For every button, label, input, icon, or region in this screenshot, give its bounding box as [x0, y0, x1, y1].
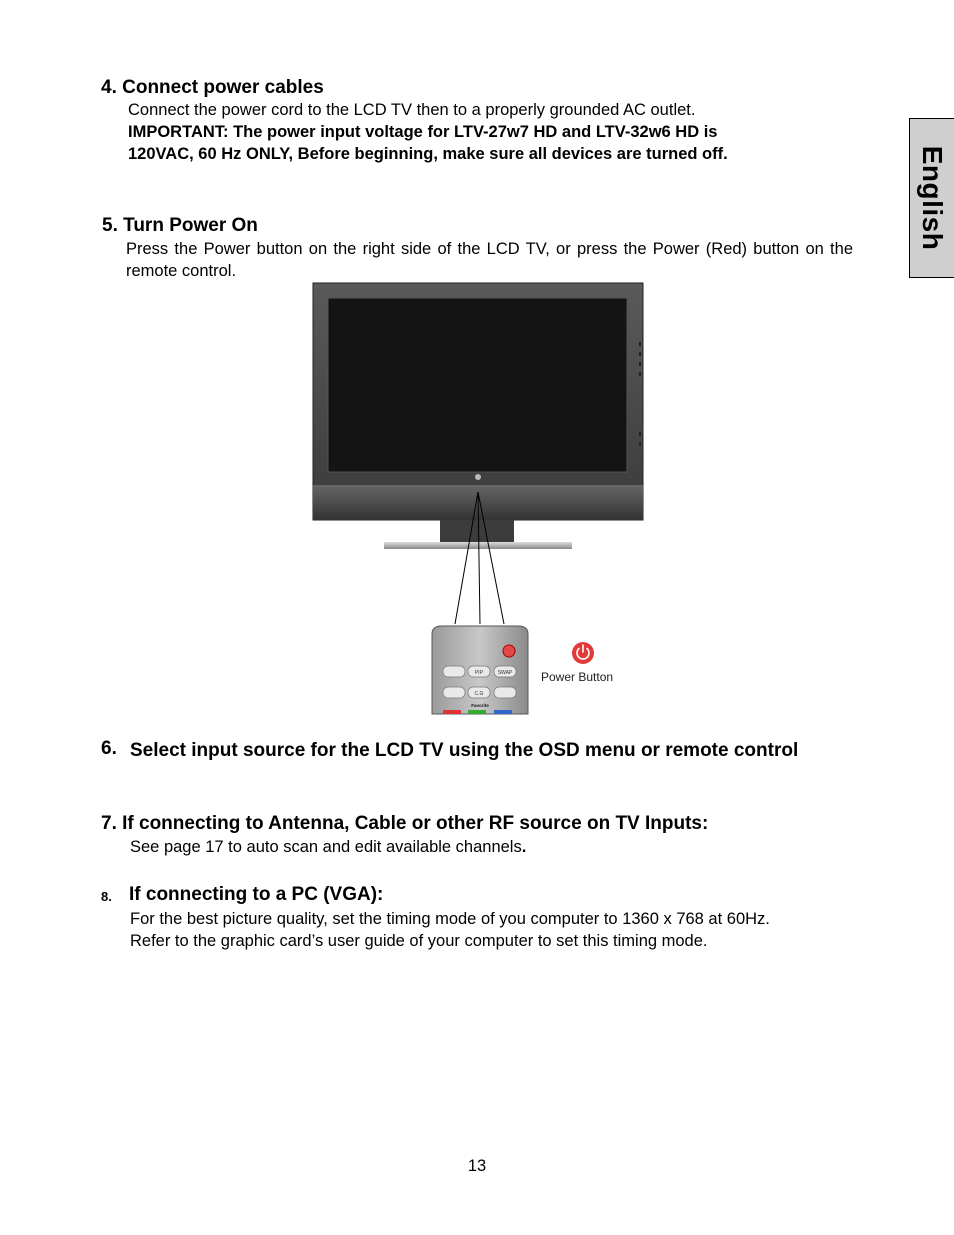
section-4-body — [128, 99, 828, 165]
remote-label-pip: PIP — [474, 670, 484, 676]
remote-power-button — [503, 645, 515, 657]
tv-power-led — [475, 474, 481, 480]
tv-and-remote-figure — [300, 282, 660, 716]
section-8-line-1: For the best picture quality, set the timing mode of you computer to 1360 x 768 at 60Hz. — [130, 910, 770, 928]
remote-label-cg: C.G — [474, 691, 484, 697]
page-number: 13 — [467, 1157, 487, 1175]
section-4-important-line-1: IMPORTANT: The power input voltage for LTV-27w7 HD and LTV-32w6 HD is — [128, 123, 718, 141]
section-4-text: Connect the power cord to the LCD TV then to a properly grounded AC outlet. — [128, 101, 696, 119]
language-tab — [909, 118, 954, 278]
language-tab-label: English — [917, 145, 948, 251]
power-button-callout — [541, 642, 613, 684]
remote-label-swap: SWAP — [497, 670, 513, 676]
section-7-period: . — [521, 838, 527, 856]
section-7-heading: 7. If connecting to Antenna, Cable or other RF source on TV Inputs: — [101, 813, 709, 834]
section-6-number: 6. — [101, 738, 117, 759]
remote-label-favorite: Favorite — [471, 703, 489, 708]
section-8-body — [130, 908, 870, 952]
section-6-heading: Select input source for the LCD TV using the OSD menu or remote control — [130, 740, 799, 761]
section-8-number: 8. — [101, 889, 112, 904]
section-5-heading: 5. Turn Power On — [102, 215, 258, 236]
section-4-important-line-2: 120VAC, 60 Hz ONLY, Before beginning, make sure all devices are turned off. — [128, 145, 728, 163]
section-8-line-2: Refer to the graphic card’s user guide of your computer to set this timing mode. — [130, 932, 708, 950]
section-5-text: Press the Power button on the right side of the LCD TV, or press the Power (Red) button on the remote control. — [126, 240, 853, 280]
section-7-text: See page 17 to auto scan and edit available channels — [130, 838, 522, 856]
section-8-heading: If connecting to a PC (VGA): — [129, 884, 384, 905]
power-button-callout-label: Power Button — [541, 670, 614, 684]
remote-illustration — [432, 626, 528, 714]
section-7-body — [130, 836, 526, 858]
section-4-heading: 4. Connect power cables — [101, 77, 324, 98]
